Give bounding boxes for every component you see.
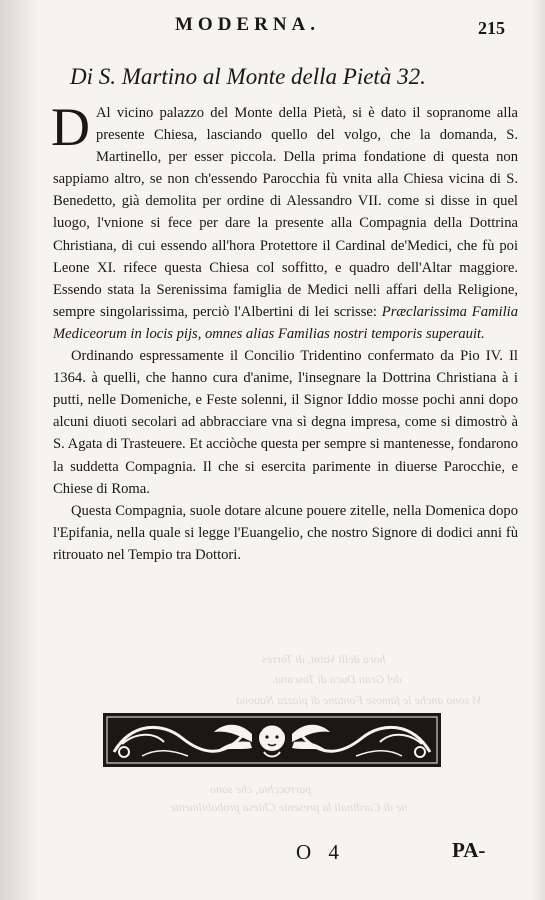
paragraph [51,97,518,345]
catchword: PA- [452,838,486,862]
latin-quotation: Præclarissima Familia Mediceorum in locis pijs, omnes alias Familias nostri temporis superauit. [53,303,518,342]
paragraph [53,345,518,500]
section-title: Di S. Martino al Monte della Pietà 32. [70,64,426,89]
drop-cap: D [51,97,90,157]
paragraph-text: Al vicino palazzo del Monte della Pietà, si è dato il sopranome alla presente Chiesa, lasciando quello del volgo, che la domanda, S. Martinello, per esser piccola. Della prima fondatione di questa non sappiamo altro, se non ch'essendo Parocchia fù vnita alla Chiesa vicina di S. Benedetto, già demolita per ordine di Alessandro VII. come si disse in quel luogo, l'vnione si fece per dare la presente alla Compagnia della Dottrina Christiana, di cui essendo all'hora Protettore il Cardinal de'Medici, che fù poi Leone XI. rifece questa Chiesa col soffitto, e quadro dell'Altar maggiore. Essendo stata la Serenissima famiglia de Medici nelli affari della Religione, sempre singolarissima, perciò l'Albertini di lei scrisse: [53,105,518,320]
woodcut-headpiece [102,712,442,768]
bleed-through-text: ne di Cardinali la presente Chiesa probabilmente [170,800,408,814]
bleed-through-text: parrocchia, che sono [210,782,312,796]
page-number: 215 [478,18,505,38]
running-head: MODERNA. [175,14,321,35]
body-text [51,97,518,566]
bleed-through-text: del Gran Duca di Toscana. [272,672,402,686]
paragraph-text: Ordinando espressamente il Concilio Tridentino confermato da Pio IV. Il 1364. à quelli, che hanno cura d'anime, l'insegnare la Dottrina Christiana à i putti, nelle Domeniche, e Feste solenni, il Signor Iddio mosse pochi anni dopo alcuni diuoti secolari ad abbracciare vna sì degna impresa, come si dimostrò à S. Agata di Trasteuere. Et acciòche questa per sempre si mantenesse, fondarono la suddetta Compagnia. Il che si esercita parimente in diuerse Parocchie, e Chiese di Roma. [53,348,518,497]
bleed-through-text: Vi sono anche le famose Fontane di piazza Nauona [236,693,482,707]
bleed-through-text: hora delli Vaini, di Torres [262,652,386,666]
paragraph [53,500,518,566]
signature-mark: O 4 [296,840,345,864]
paragraph-text: Questa Compagnia, suole dotare alcune pouere zitelle, nella Domenica dopo l'Epifania, nella quale si legge l'Euangelio, che nostro Signore di dodici anni fù ritrouato nel Tempio tra Dottori. [53,502,518,563]
